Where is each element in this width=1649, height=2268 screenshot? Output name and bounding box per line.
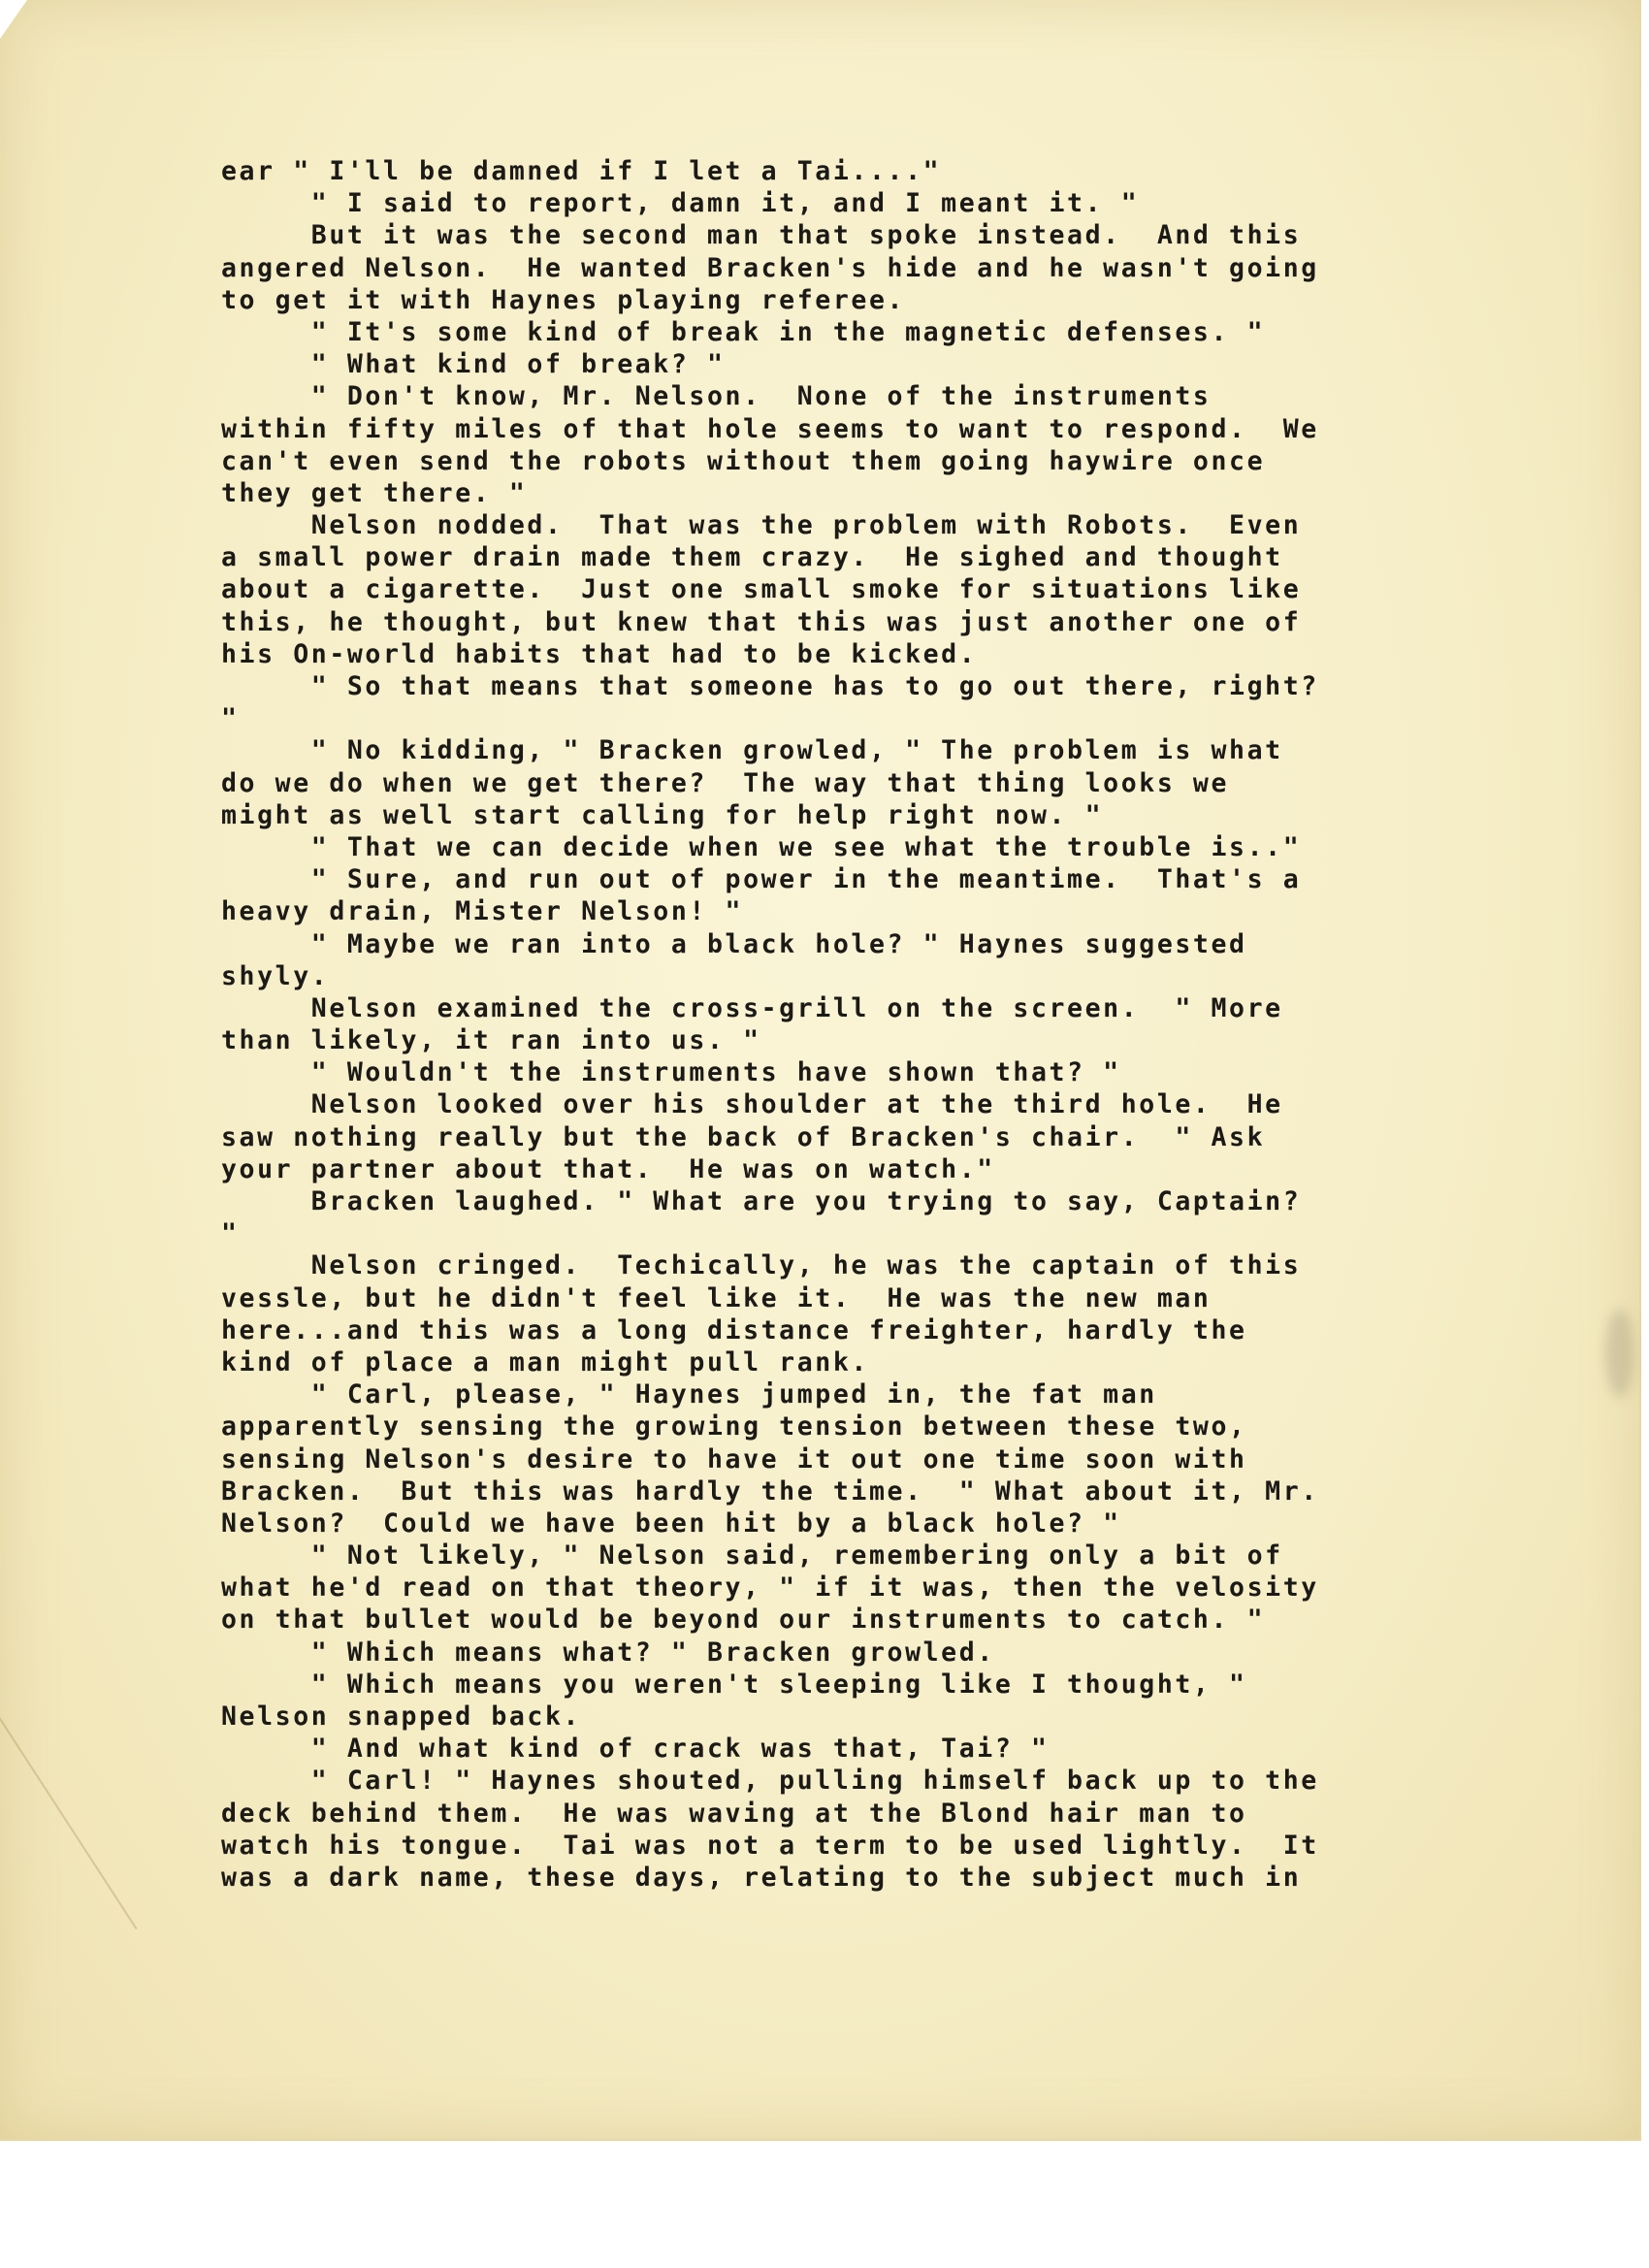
text-line: here...and this was a long distance freighter, hardly the [221,1314,1247,1345]
text-line: do we do when we get there? The way that thing looks we [221,767,1230,798]
text-line: within fifty miles of that hole seems to want to respond. We [221,413,1319,444]
text-line: Nelson looked over his shoulder at the third hole. He [221,1089,1283,1120]
text-line: kind of place a man might pull rank. [221,1346,869,1377]
text-line: angered Nelson. He wanted Bracken's hide and he wasn't going [221,252,1319,283]
text-line: " Not likely, " Nelson said, remembering only a bit of [221,1540,1283,1571]
text-line: deck behind them. He was waving at the Blond hair man to [221,1798,1247,1829]
text-line: to get it with Haynes playing referee. [221,284,906,315]
text-line: Nelson examined the cross-grill on the screen. " More [221,992,1283,1023]
text-line: than likely, it ran into us. " [221,1025,761,1056]
text-line: " Maybe we ran into a black hole? " Haynes suggested [221,928,1247,959]
text-line: But it was the second man that spoke instead. And this [221,220,1302,251]
text-line: Nelson? Could we have been hit by a black hole? " [221,1507,1121,1539]
text-line: his On-world habits that had to be kicked. [221,638,978,669]
text-line: sensing Nelson's desire to have it out one time soon with [221,1443,1247,1474]
text-line: " [221,1218,240,1249]
text-line: " Don't know, Mr. Nelson. None of the instruments [221,381,1212,412]
text-line: " Sure, and run out of power in the meantime. That's a [221,864,1302,895]
text-line: " Carl, please, " Haynes jumped in, the fat man [221,1379,1157,1410]
torn-corner [0,0,27,39]
text-line: on that bullet would be beyond our instruments to catch. " [221,1604,1266,1636]
text-line: ear " I'll be damned if I let a Tai...." [221,156,942,186]
text-line: Nelson snapped back. [221,1701,582,1732]
text-line: your partner about that. He was on watch." [221,1153,995,1184]
text-line: vessle, but he didn't feel like it. He was the new man [221,1282,1212,1313]
paper-crease [0,1717,138,1929]
ink-smudge [1605,1310,1634,1397]
text-line: was a dark name, these days, relating to the subject much in [221,1862,1302,1893]
text-line: watch his tongue. Tai was not a term to be used lightly. It [221,1830,1319,1861]
text-line: " Which means you weren't sleeping like I thought, " [221,1669,1247,1700]
manuscript-text [221,155,1482,1894]
text-line: saw nothing really but the back of Bracken's chair. " Ask [221,1121,1266,1152]
text-line: " What kind of break? " [221,349,726,380]
text-line: " Carl! " Haynes shouted, pulling himself back up to the [221,1766,1319,1797]
text-line: shyly. [221,960,330,991]
text-line: " Wouldn't the instruments have shown that? " [221,1057,1121,1088]
text-line: " That we can decide when we see what the trouble is.." [221,831,1302,862]
text-line: what he'd read on that theory, " if it was, then the velosity [221,1572,1319,1604]
text-line: a small power drain made them crazy. He sighed and thought [221,542,1283,573]
text-line: " No kidding, " Bracken growled, " The problem is what [221,735,1283,766]
text-line: this, he thought, but knew that this was just another one of [221,606,1302,637]
text-line: can't even send the robots without them going haywire once [221,445,1266,476]
text-line: " It's some kind of break in the magnetic defenses. " [221,316,1266,347]
text-line: apparently sensing the growing tension between these two, [221,1411,1247,1442]
text-line: Nelson nodded. That was the problem with Robots. Even [221,510,1302,541]
text-line: " [221,703,240,734]
text-line: heavy drain, Mister Nelson! " [221,896,744,927]
text-line: " I said to report, damn it, and I meant it. " [221,188,1140,219]
text-line: " So that means that someone has to go out there, right? [221,671,1319,701]
text-line: might as well start calling for help right now. " [221,799,1104,830]
text-line: " Which means what? " Bracken growled. [221,1636,995,1668]
text-line: they get there. " [221,477,528,508]
text-line: " And what kind of crack was that, Tai? " [221,1733,1050,1765]
text-line: Bracken. But this was hardly the time. " What about it, Mr. [221,1475,1319,1507]
text-line: Bracken laughed. " What are you trying to say, Captain? [221,1186,1302,1216]
text-line: Nelson cringed. Techically, he was the captain of this [221,1250,1302,1281]
text-line: about a cigarette. Just one small smoke for situations like [221,574,1302,605]
